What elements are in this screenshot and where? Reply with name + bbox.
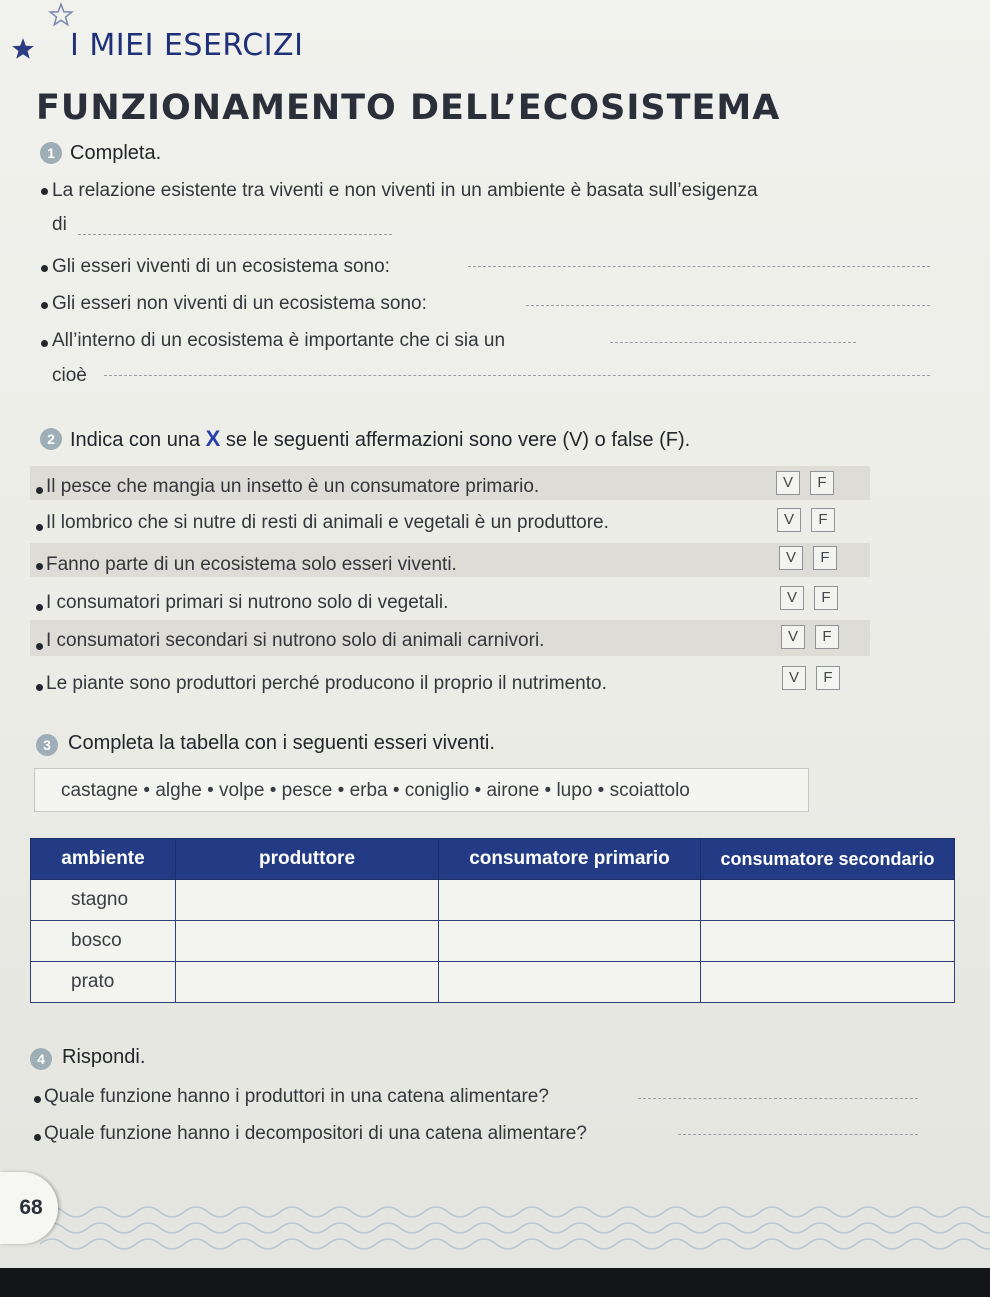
answer-cell[interactable] — [176, 921, 439, 962]
true-box[interactable]: V — [777, 508, 801, 532]
statement-text: Il lombrico che si nutre di resti di animali e vegetali è un produttore. — [46, 512, 609, 533]
false-box[interactable]: F — [811, 508, 835, 532]
answer-cell[interactable] — [176, 962, 439, 1003]
answer-cell[interactable] — [439, 921, 701, 962]
heading-text: se le seguenti affermazioni sono vere (V) o false (F). — [225, 429, 691, 451]
sentence-text: All’interno di un ecosistema è importante che ci sia un — [52, 330, 506, 351]
row-label: prato — [31, 962, 176, 1003]
answer-line[interactable] — [638, 1098, 918, 1099]
exercise-number: 1 — [40, 142, 62, 164]
exercise-heading — [70, 426, 690, 452]
table-header-row — [31, 839, 955, 880]
bottom-shadow — [0, 1268, 990, 1297]
exercise-number: 2 — [40, 428, 62, 450]
cross-mark-icon: X — [205, 426, 221, 451]
table-row — [31, 962, 955, 1003]
table-row — [31, 880, 955, 921]
answer-cell[interactable] — [701, 880, 955, 921]
page-title: FUNZIONAMENTO DELL’ECOSISTEMA — [36, 88, 781, 128]
sentence-text: Gli esseri viventi di un ecosistema sono: — [52, 256, 390, 277]
bullet-icon — [41, 340, 48, 347]
table-row — [31, 921, 955, 962]
bullet-icon — [34, 1096, 41, 1103]
bullet-icon — [36, 563, 43, 570]
bullet-icon — [41, 302, 48, 309]
bullet-icon — [36, 643, 43, 650]
true-box[interactable]: V — [780, 586, 804, 610]
answer-cell[interactable] — [176, 880, 439, 921]
bullet-icon — [36, 604, 43, 611]
bullet-icon — [36, 487, 43, 494]
heading-text: Indica con una — [70, 429, 201, 451]
column-header: ambiente — [31, 839, 176, 880]
false-box[interactable]: F — [814, 586, 838, 610]
true-box[interactable]: V — [779, 546, 803, 570]
sentence-text: La relazione esistente tra viventi e non viventi in un ambiente è basata sull’esigenza — [52, 180, 758, 201]
statement-text: Il pesce che mangia un insetto è un consumatore primario. — [46, 476, 540, 497]
answer-cell[interactable] — [701, 921, 955, 962]
true-box[interactable]: V — [782, 666, 806, 690]
statement-text: I consumatori primari si nutrono solo di vegetali. — [46, 592, 449, 613]
column-header: consumatore primario — [439, 839, 701, 880]
statement-text: Fanno parte di un ecosistema solo esseri viventi. — [46, 554, 457, 575]
exercise-heading: Completa la tabella con i seguenti esseri viventi. — [68, 732, 495, 754]
answer-line[interactable] — [468, 266, 930, 267]
false-box[interactable]: F — [816, 666, 840, 690]
answer-line[interactable] — [678, 1134, 918, 1135]
bullet-icon — [36, 524, 43, 531]
answer-cell[interactable] — [701, 962, 955, 1003]
exercise-number: 3 — [36, 734, 58, 756]
question-text: Quale funzione hanno i decompositori di una catena alimentare? — [44, 1123, 587, 1144]
statement-text: I consumatori secondari si nutrono solo di animali carnivori. — [46, 630, 545, 651]
true-box[interactable]: V — [781, 625, 805, 649]
exercise-heading: Rispondi. — [62, 1046, 146, 1068]
wave-decoration — [40, 1198, 990, 1258]
star-icon — [10, 36, 36, 67]
section-header: I MIEI ESERCIZI — [70, 28, 304, 63]
column-header: consumatore secondario — [701, 839, 955, 880]
statement-text: Le piante sono produttori perché producono il proprio il nutrimento. — [46, 673, 607, 694]
sentence-text: di — [52, 214, 67, 235]
false-box[interactable]: F — [810, 471, 834, 495]
row-label: stagno — [31, 880, 176, 921]
word-bank: castagne • alghe • volpe • pesce • erba • coniglio • airone • lupo • scoiattolo — [34, 768, 809, 812]
bullet-icon — [36, 684, 43, 691]
bullet-icon — [34, 1134, 41, 1141]
sentence-text: cioè — [52, 365, 87, 386]
exercise-heading: Completa. — [70, 142, 162, 164]
sentence-text: Gli esseri non viventi di un ecosistema sono: — [52, 293, 427, 314]
bullet-icon — [41, 188, 48, 195]
row-label: bosco — [31, 921, 176, 962]
answer-line[interactable] — [104, 375, 930, 376]
answer-cell[interactable] — [439, 962, 701, 1003]
false-box[interactable]: F — [813, 546, 837, 570]
column-header: produttore — [176, 839, 439, 880]
false-box[interactable]: F — [815, 625, 839, 649]
answer-cell[interactable] — [439, 880, 701, 921]
question-text: Quale funzione hanno i produttori in una catena alimentare? — [44, 1086, 549, 1107]
page-number: 68 — [0, 1172, 58, 1244]
exercise-number: 4 — [30, 1048, 52, 1070]
bullet-icon — [41, 265, 48, 272]
true-box[interactable]: V — [776, 471, 800, 495]
answer-line[interactable] — [78, 234, 392, 235]
classification-table — [30, 838, 955, 1003]
answer-line[interactable] — [610, 342, 856, 343]
answer-line[interactable] — [526, 305, 930, 306]
